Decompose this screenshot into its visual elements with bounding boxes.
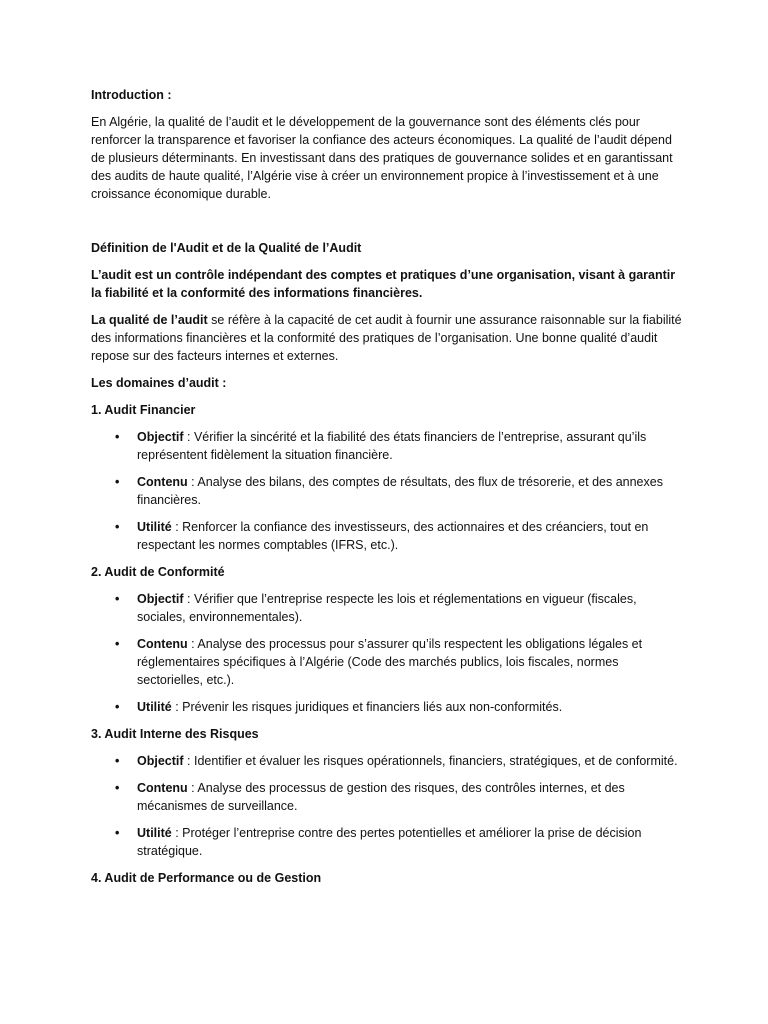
bullet-icon: •	[115, 781, 120, 795]
quality-text: se réfère à la capacité de cet audit à fournir une assurance raisonnable sur la fiabilité des informations financières et la conformité des pratiques de l’organisation. Une bonne qualité d’audit repose sur des facteurs internes et externes.	[91, 313, 682, 363]
item-text: : Prévenir les risques juridiques et financiers liés aux non-conformités.	[171, 700, 563, 714]
bullet-icon: •	[115, 754, 120, 768]
item-label: Contenu	[137, 475, 188, 489]
list-item	[115, 698, 683, 716]
section-gap	[91, 212, 683, 239]
list-item	[115, 590, 683, 626]
section-title-audit-financier: 1. Audit Financier	[91, 403, 196, 417]
item-text: : Vérifier la sincérité et la fiabilité des états financiers de l’entreprise, assurant qu’ils représentent fidèlement la situation financière.	[137, 430, 647, 462]
list-item	[115, 824, 683, 860]
bullet-icon: •	[115, 637, 120, 651]
intro-paragraph: En Algérie, la qualité de l’audit et le développement de la gouvernance sont des éléments clés pour renforcer la transparence et favoriser la confiance des acteurs économiques. La qualité de l’audit dépend de plusieurs déterminants. En investissant dans des pratiques de gouvernance solides et en garantissant des audits de haute qualité, l’Algérie vise à créer un environnement propice à l’investissement et à une croissance économique durable.	[91, 115, 673, 201]
item-text: : Analyse des processus de gestion des risques, des contrôles internes, et des mécanismes de surveillance.	[137, 781, 625, 813]
item-label: Utilité	[137, 826, 172, 840]
document-page	[91, 86, 683, 896]
definition-bold-paragraph: L’audit est un contrôle indépendant des comptes et pratiques d’une organisation, visant à garantir la fiabilité et la conformité des informations financières.	[91, 268, 676, 300]
section-list-audit-interne-risques	[91, 752, 683, 860]
bullet-icon: •	[115, 430, 120, 444]
item-text: : Identifier et évaluer les risques opérationnels, financiers, stratégiques, et de conformité.	[183, 754, 678, 768]
item-label: Utilité	[137, 520, 172, 534]
domains-heading: Les domaines d’audit :	[91, 376, 227, 390]
list-item	[115, 473, 683, 509]
item-label: Objectif	[137, 592, 184, 606]
list-item	[115, 428, 683, 464]
quality-paragraph	[91, 311, 683, 365]
bullet-icon: •	[115, 826, 120, 840]
list-item	[115, 752, 683, 770]
intro-heading: Introduction :	[91, 88, 172, 102]
bullet-icon: •	[115, 592, 120, 606]
section-list-audit-financier	[91, 428, 683, 554]
section-list-audit-conformite	[91, 590, 683, 716]
list-item	[115, 635, 683, 689]
item-label: Contenu	[137, 637, 188, 651]
section-title-audit-performance: 4. Audit de Performance ou de Gestion	[91, 871, 322, 885]
bullet-icon: •	[115, 475, 120, 489]
section-title-audit-conformite: 2. Audit de Conformité	[91, 565, 225, 579]
item-label: Objectif	[137, 754, 184, 768]
quality-term: La qualité de l’audit	[91, 313, 208, 327]
bullet-icon: •	[115, 520, 120, 534]
item-label: Contenu	[137, 781, 188, 795]
list-item	[115, 779, 683, 815]
bullet-icon: •	[115, 700, 120, 714]
item-text: : Analyse des processus pour s’assurer qu’ils respectent les obligations légales et réglementaires spécifiques à l’Algérie (Code des marchés publics, lois fiscales, normes sectorielles, etc.).	[137, 637, 643, 687]
item-label: Utilité	[137, 700, 172, 714]
section-title-audit-interne-risques: 3. Audit Interne des Risques	[91, 727, 259, 741]
definition-heading: Définition de l'Audit et de la Qualité de l’Audit	[91, 241, 362, 255]
item-label: Objectif	[137, 430, 184, 444]
list-item	[115, 518, 683, 554]
item-text: : Renforcer la confiance des investisseurs, des actionnaires et des créanciers, tout en respectant les normes comptables (IFRS, etc.).	[137, 520, 649, 552]
item-text: : Analyse des bilans, des comptes de résultats, des flux de trésorerie, et des annexes financières.	[137, 475, 663, 507]
item-text: : Vérifier que l’entreprise respecte les lois et réglementations en vigueur (fiscales, sociales, environnementales).	[137, 592, 637, 624]
item-text: : Protéger l’entreprise contre des pertes potentielles et améliorer la prise de décision stratégique.	[137, 826, 642, 858]
